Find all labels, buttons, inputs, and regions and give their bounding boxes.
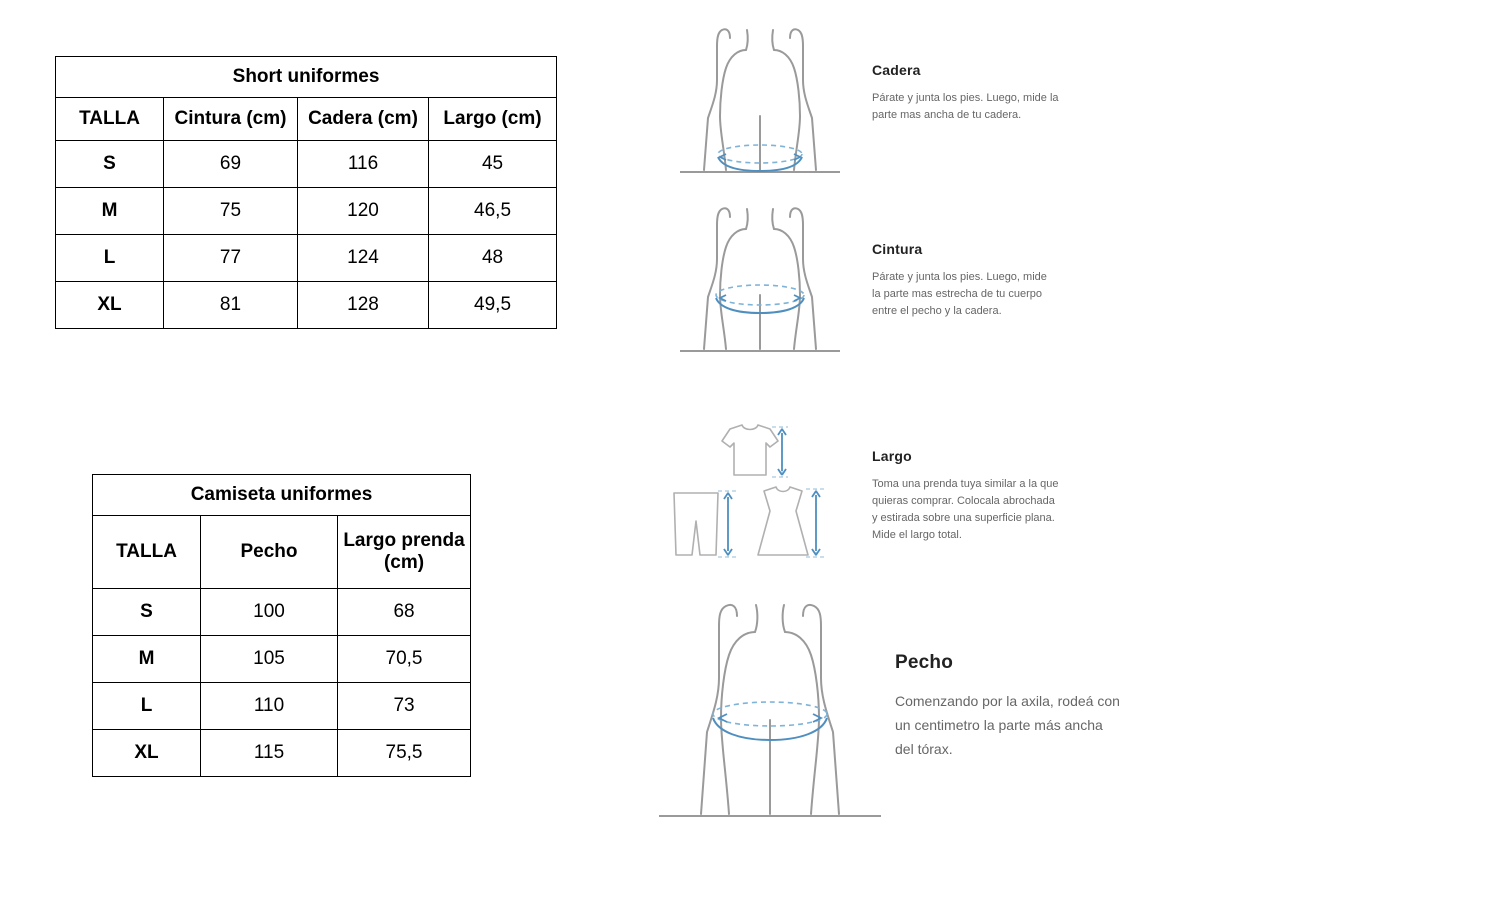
cell-cadera: 120 <box>298 187 429 234</box>
body-chest-measure-icon <box>655 592 885 857</box>
cell-largo: 48 <box>429 234 557 281</box>
cell-cintura: 69 <box>164 140 298 187</box>
guide-description: Comenzando por la axila, rodeá con un centimetro la parte más ancha del tórax. <box>895 693 1120 757</box>
table-row <box>93 635 471 682</box>
column-header-talla: TALLA <box>56 98 164 141</box>
table-row <box>93 729 471 776</box>
guide-title: Cintura <box>872 241 923 257</box>
guide-description: Párate y junta los pies. Luego, mide la parte mas estrecha de tu cuerpo entre el pecho y la cadera. <box>872 271 1047 318</box>
guide-block-largo <box>660 415 1220 580</box>
cell-largo: 46,5 <box>429 187 557 234</box>
column-header-cintura: Cintura (cm) <box>164 98 298 141</box>
guide-title: Largo <box>872 448 912 464</box>
cell-size: M <box>56 187 164 234</box>
guide-title: Pecho <box>895 652 954 673</box>
guide-description: Toma una prenda tuya similar a la que quieras comprar. Colocala abrochada y estirada sobre una superficie plana. Mide el largo total. <box>872 478 1059 542</box>
column-header-cadera: Cadera (cm) <box>298 98 429 141</box>
table-row <box>56 187 557 234</box>
table-title-row <box>93 475 471 516</box>
guide-title: Cadera <box>872 62 921 78</box>
pants-icon <box>674 491 736 557</box>
cell-size: S <box>56 140 164 187</box>
cell-cintura: 77 <box>164 234 298 281</box>
table-row <box>93 682 471 729</box>
column-header-largo: Largo (cm) <box>429 98 557 141</box>
cell-cadera: 116 <box>298 140 429 187</box>
table-title: Short uniformes <box>56 57 557 98</box>
cell-cintura: 81 <box>164 281 298 328</box>
size-table-short <box>55 56 557 329</box>
table-header-row <box>56 98 557 141</box>
cell-largo-prenda: 70,5 <box>338 635 471 682</box>
table-title: Camiseta uniformes <box>93 475 471 516</box>
cell-cadera: 124 <box>298 234 429 281</box>
guide-description: Párate y junta los pies. Luego, mide la parte mas ancha de tu cadera. <box>872 92 1059 122</box>
cell-largo-prenda: 73 <box>338 682 471 729</box>
cell-pecho: 110 <box>201 682 338 729</box>
cell-size: XL <box>93 729 201 776</box>
guide-block-pecho <box>655 592 1255 862</box>
table-row <box>56 234 557 281</box>
garments-length-measure-icon <box>660 415 860 575</box>
cell-pecho: 100 <box>201 588 338 635</box>
tshirt-icon <box>722 425 788 477</box>
cell-size: L <box>93 682 201 729</box>
guide-text-cadera <box>872 62 1062 124</box>
size-table-camiseta <box>92 474 471 777</box>
cell-size: S <box>93 588 201 635</box>
body-hip-measure-icon <box>660 20 860 200</box>
cell-cintura: 75 <box>164 187 298 234</box>
guide-text-largo <box>872 448 1062 544</box>
guide-block-cadera <box>660 20 1220 200</box>
cell-size: L <box>56 234 164 281</box>
guide-text-cintura <box>872 241 1057 320</box>
cell-cadera: 128 <box>298 281 429 328</box>
cell-largo-prenda: 68 <box>338 588 471 635</box>
column-header-talla: TALLA <box>93 516 201 589</box>
table-row <box>56 140 557 187</box>
cell-pecho: 105 <box>201 635 338 682</box>
cell-size: M <box>93 635 201 682</box>
cell-largo: 45 <box>429 140 557 187</box>
cell-largo-prenda: 75,5 <box>338 729 471 776</box>
body-waist-measure-icon <box>660 199 860 379</box>
cell-size: XL <box>56 281 164 328</box>
cell-pecho: 115 <box>201 729 338 776</box>
dress-icon <box>758 487 824 557</box>
cell-largo: 49,5 <box>429 281 557 328</box>
column-header-largo-prenda: Largo prenda (cm) <box>338 516 471 589</box>
table-row <box>93 588 471 635</box>
table-row <box>56 281 557 328</box>
table-header-row <box>93 516 471 589</box>
column-header-pecho: Pecho <box>201 516 338 589</box>
guide-text-pecho <box>895 652 1125 761</box>
table-title-row <box>56 57 557 98</box>
guide-block-cintura <box>660 199 1220 379</box>
